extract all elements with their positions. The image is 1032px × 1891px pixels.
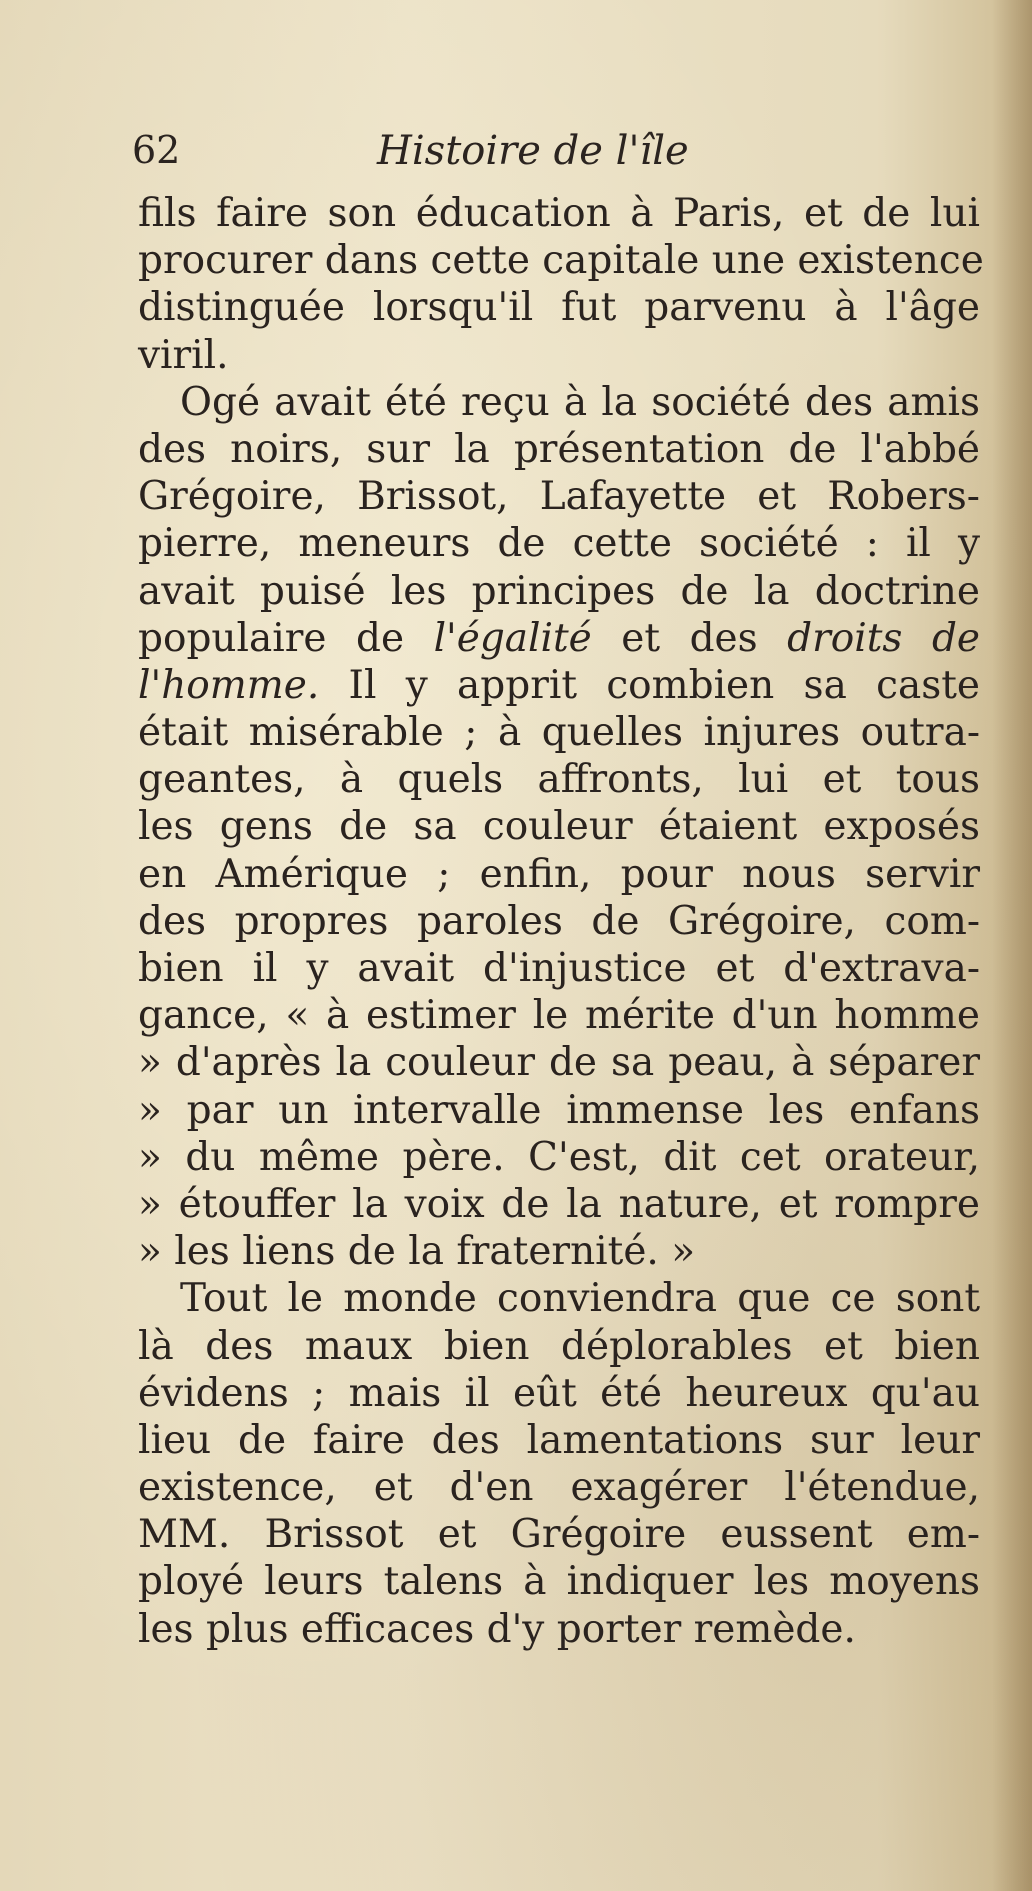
text-line: procurer dans cette capitale une existence: [138, 238, 984, 284]
text-line: geantes, à quels affronts, lui et tous: [138, 757, 980, 803]
text-line: fils faire son éducation à Paris, et de lui: [138, 191, 980, 236]
text-line: les plus efficaces d'y porter remède.: [138, 1606, 856, 1652]
text-line: l'homme. Il y apprit combien sa caste: [138, 662, 980, 708]
body-text: [138, 190, 984, 1653]
text-line: Grégoire, Brissot, Lafayette et Robers-: [138, 474, 980, 520]
text-line: viril.: [138, 332, 229, 378]
text-line: là des maux bien déplorables et bien: [138, 1323, 980, 1369]
text-line: en Amérique ; enfin, pour nous servir: [138, 851, 980, 897]
text-line: des propres paroles de Grégoire, com-: [138, 898, 980, 944]
text-line: des noirs, sur la présentation de l'abbé: [138, 426, 980, 472]
running-title: Histoire de l'île: [377, 128, 689, 174]
text-line: les gens de sa couleur étaient exposés: [138, 804, 980, 850]
page-header: [132, 128, 972, 188]
italic-term: l'égalité: [433, 615, 592, 661]
page-gutter-shadow: [992, 0, 1032, 1891]
quote-line: » par un intervalle immense les enfans: [138, 1087, 980, 1133]
text-line: gance, « à estimer le mérite d'un homme: [138, 993, 980, 1039]
quote-line: » d'après la couleur de sa peau, à séparer: [138, 1040, 980, 1086]
text-line: MM. Brissot et Grégoire eussent em-: [138, 1512, 980, 1558]
page-number: 62: [132, 128, 181, 172]
italic-term: l'homme.: [138, 662, 320, 708]
text-line: évidens ; mais il eût été heureux qu'au: [138, 1370, 980, 1416]
text-line: existence, et d'en exagérer l'étendue,: [138, 1465, 980, 1511]
quote-line: » les liens de la fraternité. »: [138, 1229, 696, 1275]
text-line: lieu de faire des lamentations sur leur: [138, 1417, 980, 1463]
text-line: bien il y avait d'injustice et d'extrava-: [138, 946, 980, 991]
text-line: avait puisé les principes de la doctrine: [138, 568, 980, 614]
text-line: Ogé avait été reçu à la société des amis: [180, 379, 980, 425]
text-line: populaire de l'égalité et des droits de: [138, 615, 980, 661]
quote-line: » étouffer la voix de la nature, et rompre: [138, 1181, 980, 1227]
text-line: pierre, meneurs de cette société : il y: [138, 521, 980, 567]
italic-term: droits de: [787, 615, 980, 661]
text-line: ployé leurs talens à indiquer les moyens: [138, 1559, 980, 1605]
text-line: distinguée lorsqu'il fut parvenu à l'âge: [138, 285, 980, 331]
quote-line: » du même père. C'est, dit cet orateur,: [138, 1134, 980, 1180]
text-line: Tout le monde conviendra que ce sont: [180, 1276, 980, 1322]
text-line: était misérable ; à quelles injures outra-: [138, 710, 980, 756]
